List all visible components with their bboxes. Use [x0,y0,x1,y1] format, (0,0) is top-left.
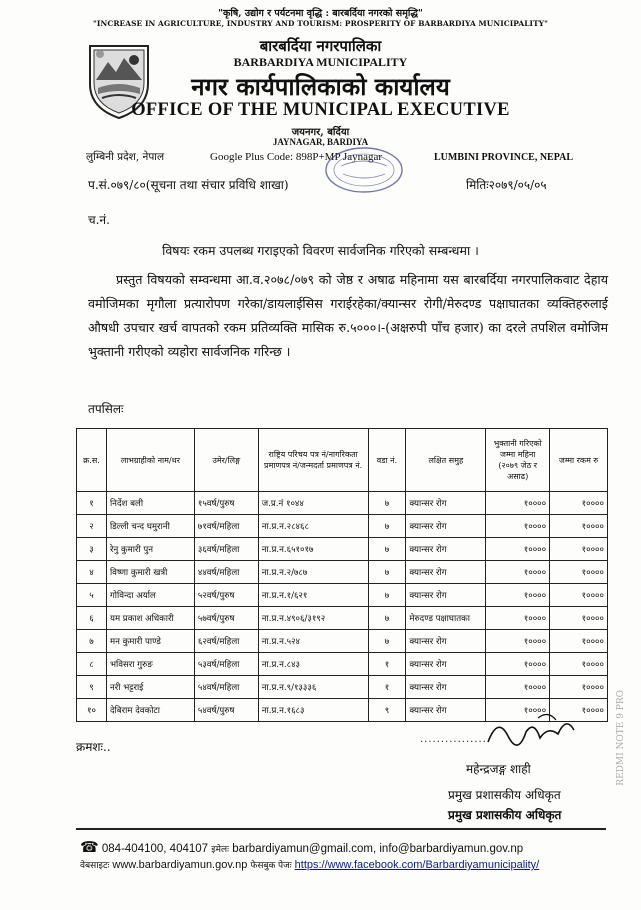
table-cell: ७ [368,515,406,538]
address-english: JAYNAGAR, BARDIYA [272,137,369,147]
municipality-name-english: BARBARDIYA MUNICIPALITY [233,55,408,69]
table-cell: ७ [368,561,406,584]
footer-divider [76,828,606,830]
table-cell: ना.प्र.न.२/७८७ [258,561,368,584]
footer-website-label: वेबसाइटः [80,860,110,870]
table-cell: मेरुदण्ड पक्षाघातका [406,607,486,630]
table-cell: १ [368,653,406,676]
table-row [77,538,608,561]
signer-name: महेन्द्रजङ्ग शाही [466,762,531,776]
table-cell: ७ [368,607,406,630]
table-cell: १०००० [486,515,550,538]
table-cell: ५४वर्ष/पुरुष [194,699,258,722]
table-cell: १०००० [550,676,608,699]
table-cell: ३६वर्ष/महिला [194,538,258,561]
table-header-row [77,429,608,492]
table-cell: निर्देश बली [106,492,194,515]
table-row [77,561,608,584]
footer-web [80,858,539,871]
footer-facebook-link[interactable]: https://www.facebook.com/Barbardiyamunicipality/ [294,859,540,871]
table-cell: १०००० [486,630,550,653]
table-cell: डिल्ली चन्द घमुरानी [106,515,194,538]
table-cell: क्यान्सर रोग [406,584,486,607]
dispatch-number: च.नं. [88,213,110,227]
table-cell: १० [77,699,107,722]
table-cell: १०००० [486,653,550,676]
table-cell: ना.प्र.न.४९०६/३१९२ [258,607,368,630]
table-cell: ना.प्र.न.८४३ [258,653,368,676]
letter-body-text: प्रस्तुत विषयको सम्वन्धमा आ.व.२०७८/०७९ को जेष्ठ र अषाढ महिनामा यस बारबर्दिया नगरपालिकवाट देहाय वमोजिमका मृगौला प्रत्यारोपण गरेका/डायलाईसिस गराईरहेका/क्यान्सर रोगी/मेरुदण्ड पक्षाघातका व्यक्तिहरुलाई औषधी उपचार खर्च वापतको रकम प्रतिव्यक्ति मासिक रु.५०००।-(अक्षरुपी पाँच हजार) का दरले तपशिल वमोजिम भुक्तानी गरीएको व्यहोरा सार्वजनिक गरिन्छ । [88,272,608,359]
table-cell: क्यान्सर रोग [406,676,486,699]
google-plus-code: Google Plus Code: 898P+MP Jaynagar [210,151,383,163]
phone-icon: ☎ [80,839,99,856]
table-cell: १०००० [486,538,550,561]
table-header-cell: वडा नं. [368,429,406,492]
table-cell: ९ [77,676,107,699]
table-header-cell: उमेर/लिङ्ग [194,429,258,492]
table-cell: मन कुमारी पाण्डे [106,630,194,653]
table-cell: १०००० [550,653,608,676]
table-cell: १०००० [550,538,608,561]
table-cell: २ [77,515,107,538]
footer-contact [80,838,523,856]
table-cell: ५३वर्ष/महिला [194,653,258,676]
beneficiary-table [76,428,608,722]
reference-number: प.सं.०७९/८०(सूचना तथा संचार प्रविधि शाखा) [88,178,289,192]
table-header-cell: क्र.स. [77,429,107,492]
table-header-cell: लाभग्राहीको नाम/थर [106,429,194,492]
table-cell: १ [368,676,406,699]
table-cell: १०००० [486,584,550,607]
footer-facebook-label: फेसबुक पेजः [250,860,292,870]
table-cell: ५७वर्ष/पुरुष [194,607,258,630]
table-cell: क्यान्सर रोग [406,538,486,561]
letter-date: मितिः२०७९/०५/०५ [466,178,547,192]
handwritten-signature [478,706,588,754]
table-cell: १०००० [486,607,550,630]
table-header-cell: राष्ट्रिय परिचय पत्र नं/नागरिकता प्रमाणपत्र नं/जन्मदर्ता प्रमाणपत्र नं. [258,429,368,492]
table-cell: १०००० [486,492,550,515]
table-cell: ५२वर्ष/पुरुष [194,584,258,607]
table-cell: ७ [368,492,406,515]
table-cell: १०००० [486,561,550,584]
table-cell: ७ [368,584,406,607]
table-cell: ५ [77,584,107,607]
table-header-cell: भुक्तानी गरिएको जम्मा महिना (२०७९ जेठ र असाढ) [486,429,550,492]
table-cell: रेनु कुमारी पुन [106,538,194,561]
table-cell: क्यान्सर रोग [406,492,486,515]
table-cell: ना.प्र.न.५२४ [258,630,368,653]
table-cell: ७ [368,538,406,561]
table-cell: १०००० [486,699,550,722]
table-cell: गोविन्दा अर्याल [106,584,194,607]
footer-phone: 084-404100, 404107 [101,843,209,855]
slogan-english: "INCREASE IN AGRICULTURE, INDUSTRY AND TOURISM: PROSPERITY OF BARBARDIYA MUNICIPALITY" [92,19,549,28]
table-cell: क्यान्सर रोग [406,630,486,653]
letter-subject: विषयः रकम उपलब्ध गराइएको विवरण सार्वजनिक गरिएको सम्बन्धमा । [162,243,479,258]
table-cell: ९ [368,699,406,722]
table-cell: ४४वर्ष/महिला [194,561,258,584]
footer-website[interactable]: www.barbardiyamun.gov.np [112,859,248,871]
table-cell: ज.प्र.नं १०४४ [258,492,368,515]
footer-email-label: इमेलः [211,844,229,854]
table-row [77,676,608,699]
table-row [77,492,608,515]
details-label: तपसिलः [88,402,124,416]
table-cell: विष्णा कुमारी खत्री [106,561,194,584]
table-cell: ६ [77,607,107,630]
table-cell: ना.प्र.न.२८४६८ [258,515,368,538]
address-nepali: जयनगर, बर्दिया [291,127,350,138]
table-cell: ना.प्र.न.९/१३३३६ [258,676,368,699]
table-cell: १०००० [486,676,550,699]
table-cell: नरी भट्टराई [106,676,194,699]
slogan-nepali: "कृषि, उद्योग र पर्यटनमा वृद्धि : बारबर्दिया नगरको समृद्धि" [218,8,423,19]
table-cell: ३ [77,538,107,561]
table-cell: क्यान्सर रोग [406,561,486,584]
table-cell: ६२वर्ष/महिला [194,630,258,653]
table-cell: १०००० [550,607,608,630]
signature-line: ................. [420,734,492,745]
table-cell: यम प्रकाश अधिकारी [106,607,194,630]
table-cell: ना.प्र.न.१/६२१ [258,584,368,607]
table-cell: ना.प्र.न.६५१०१७ [258,538,368,561]
table-cell: १०००० [550,584,608,607]
table-header-cell: जम्मा रकम रु [550,429,608,492]
continued-marker: क्रमशः.. [76,740,111,754]
signer-title-stamp: प्रमुख प्रशासकीय अधिकृत [448,808,562,822]
table-row [77,630,608,653]
table-cell: भविसरा गुरुङ [106,653,194,676]
office-stamp [323,146,405,194]
camera-watermark: REDMI NOTE 9 PRO [616,690,626,786]
signer-title: प्रमुख प्रशासकीय अधिकृत [448,788,561,802]
office-name-english: OFFICE OF THE MUNICIPAL EXECUTIVE [131,100,510,120]
municipality-name-nepali: बारबर्दिया नगरपालिका [259,37,382,55]
province-english: LUMBINI PROVINCE, NEPAL [434,152,573,163]
table-row [77,515,608,538]
table-cell: ७ [368,630,406,653]
table-cell: ७१वर्ष/महिला [194,515,258,538]
province-nepali: लुम्बिनी प्रदेश, नेपाल [86,151,165,163]
table-header-cell: लक्षित समुह [406,429,486,492]
table-cell: ना.प्र.न.१६८३ [258,699,368,722]
table-row [77,653,608,676]
office-name-nepali: नगर कार्यपालिकाको कार्यालय [191,72,450,101]
table-cell: १०००० [550,630,608,653]
letter-body [88,268,608,364]
table-cell: ५४वर्ष/महिला [194,676,258,699]
table-cell: १०००० [550,561,608,584]
table-cell: ४ [77,561,107,584]
table-cell: १०००० [550,699,608,722]
footer-email[interactable]: barbardiyamun@gmail.com, info@barbardiyamun.gov.np [232,843,524,855]
table-row [77,584,608,607]
table-cell: १०००० [550,492,608,515]
table-cell: १०००० [550,515,608,538]
table-row [77,607,608,630]
table-cell: क्यान्सर रोग [406,515,486,538]
table-cell: १५वर्ष/पुरुष [194,492,258,515]
table-cell: क्यान्सर रोग [406,653,486,676]
table-cell: ८ [77,653,107,676]
table-cell: १ [77,492,107,515]
table-cell: देबिराम देवकोटा [106,699,194,722]
table-cell: क्यान्सर रोग [406,699,486,722]
table-cell: ७ [77,630,107,653]
